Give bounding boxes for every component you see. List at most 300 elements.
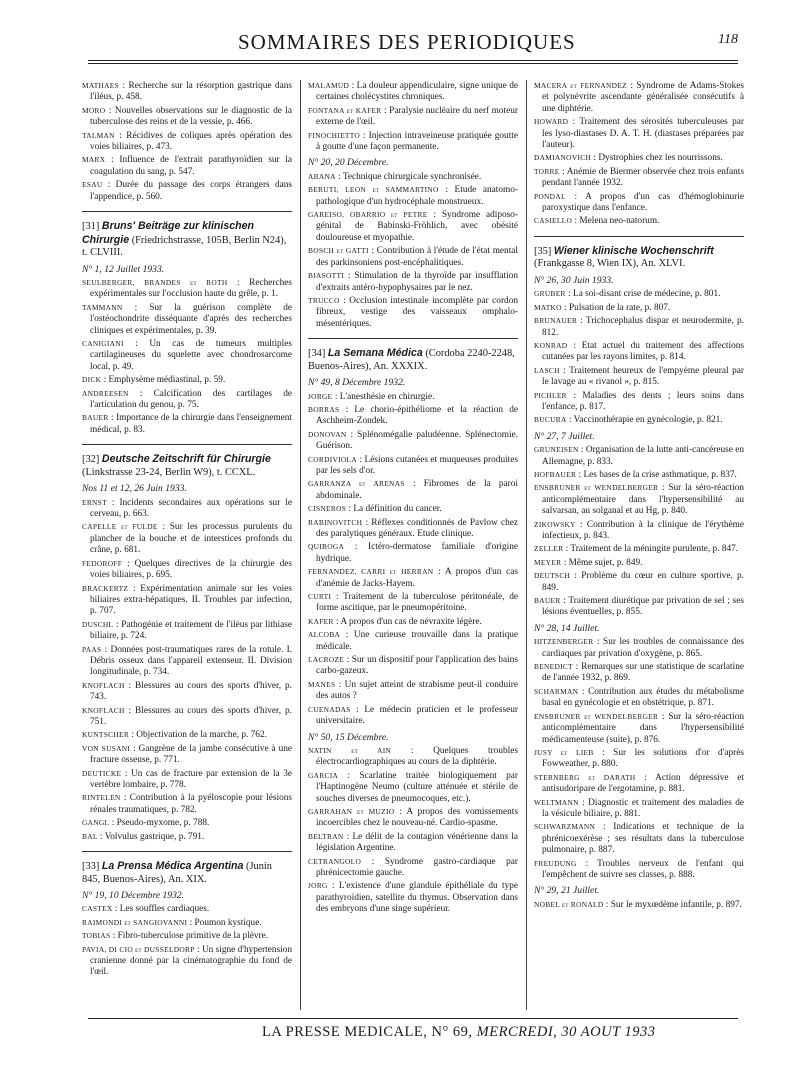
journal-details: (Friedrichstrasse, 105B, Berlin N24), t. CLVIII. [82, 234, 287, 259]
article-author: GARRANZA et ARENAS [308, 479, 405, 489]
article-entry [534, 482, 744, 517]
column-divider [526, 80, 527, 1010]
article-author: BAUER [534, 596, 561, 606]
article-author: TAMMANN [82, 302, 123, 312]
article-entry [308, 295, 518, 330]
article-title: : Un sujet atteint de strabisme peut-il conduire des autos ? [316, 679, 518, 702]
article-entry [534, 636, 744, 660]
article-entry [82, 497, 292, 521]
article-entry [82, 903, 292, 915]
article-entry [308, 105, 518, 129]
article-entry [308, 429, 518, 453]
article-title: : Syndrome gastro-cardiaque par phrénicectomie gauche. [316, 856, 518, 878]
journal-number: [33] [82, 861, 102, 873]
article-author: PICHLER [534, 390, 567, 400]
article-title: : Sur le myxœdème infantile, p. 897. [603, 899, 742, 910]
article-entry [308, 856, 518, 880]
article-title: : Une curieuse trouvaille dans la pratique médicale. [316, 630, 518, 652]
article-entry [534, 315, 744, 339]
article-entry [308, 616, 518, 628]
article-author: SCHARMAN [534, 686, 579, 696]
article-entry [82, 644, 292, 679]
article-author: JORGE [308, 391, 333, 401]
article-author: BENEDICT [534, 662, 573, 672]
section-divider [82, 211, 292, 212]
article-title: : Troubles nerveux de l'enfant qui l'empêchent de suivre ses classes, p. 888. [542, 858, 744, 880]
article-author: JUSY et LIEB [534, 747, 594, 757]
article-title: : Fibro-tuberculose primitive de la plèvre. [110, 931, 269, 942]
article-entry [534, 116, 744, 151]
article-entry [82, 768, 292, 792]
journal-number: [35] [534, 245, 554, 257]
article-entry [82, 558, 292, 582]
article-entry [534, 858, 744, 882]
article-author: RABINOVITCH [308, 517, 363, 527]
article-entry [308, 270, 518, 294]
article-title: : Traitement diurétique par privation de sel ; ses lésions éventuelles, p. 855. [542, 596, 744, 618]
article-entry [82, 179, 292, 203]
article-title: : Les souffles cardiaques. [112, 904, 210, 915]
article-author: BERUTI, LEON et SAMMARTINO [308, 185, 439, 195]
column-1 [82, 80, 292, 1020]
article-title: : A propos d'un cas de névraxite légère. [333, 616, 482, 627]
issue-heading: N° 29, 21 Juillet. [534, 885, 600, 897]
article-title: : Splénomégalie paludéenne. Splénectomie. Guérison. [316, 429, 518, 452]
article-title: : Technique chirurgicale synchronisée. [335, 171, 482, 182]
article-entry [534, 444, 744, 468]
column-divider [300, 80, 301, 1010]
article-entry [308, 171, 518, 183]
article-author: CORDIVIOLA [308, 454, 357, 464]
article-entry [82, 130, 292, 154]
article-author: JORG [308, 881, 328, 891]
article-author: KUNTSCHER [82, 730, 130, 740]
article-author: QUIROGA [308, 542, 345, 552]
article-entry [82, 302, 292, 337]
article-title: : A propos des vomissements incoercibles chez le nouveau-né. Cardio-spasme. [316, 806, 518, 829]
article-author: ANDREESEN [82, 388, 129, 398]
article-entry [534, 80, 744, 115]
article-title: : Réflexes conditionnés de Pavlow chez des paralytiques généraux. Etude clinique. [316, 517, 518, 539]
article-title: : Le délit de la contagion vénérienne dans la législation Argentine. [316, 831, 518, 854]
article-title: : Stimulation de la thyroïde par insufflation d'extraits antéro-hypophysaires par le nez. [316, 271, 518, 293]
article-entry [308, 704, 518, 728]
article-author: NATIN et AIN [308, 745, 392, 755]
article-author: PAAS [82, 644, 102, 654]
article-entry [308, 454, 518, 478]
article-title: : Les bases de la crise asthmatique, p. 837. [576, 469, 737, 480]
article-entry [308, 541, 518, 565]
journal-title: Bruns' Beiträge zur klinischen Chirurgie [82, 220, 254, 246]
article-title: : Durée du passage des corps étrangers dans l'appendice, p. 560. [90, 180, 292, 202]
article-author: FONTANA et KAFER [308, 105, 382, 115]
article-title: : Scarlatine traitée biologiquement par l'Haptinogène Neumo (culture atténuée et stérile de souches diverses de pneumocoques, etc.). [316, 770, 518, 804]
article-entry [308, 806, 518, 830]
article-author: DUSCHL [82, 619, 114, 629]
article-author: ENSBRUNER et WENDELBERGER [534, 483, 659, 493]
article-author: ESAU [82, 180, 103, 190]
article-entry [82, 705, 292, 729]
article-author: HOFBAUER [534, 469, 577, 479]
article-author: FINOCHIETTO [308, 130, 361, 140]
article-author: DONOVAN [308, 429, 347, 439]
article-title: : Quelques troubles électrocardiographiques au cours de la diphtérie. [316, 745, 518, 768]
article-entry [82, 917, 292, 929]
article-entry [308, 566, 518, 590]
article-title: : Contribution à la pyéloscopie pour lésions rénales traumatiques, p. 782. [90, 793, 292, 815]
article-author: PONDAL [534, 191, 566, 201]
article-entry [82, 743, 292, 767]
article-author: SEULBERGER, BRANDES et ROTH [82, 277, 228, 287]
article-title: : Traitement heureux de l'empyème pleural par le lavage au « rivanol », p. 815. [542, 365, 744, 388]
article-entry [82, 374, 292, 386]
article-entry [82, 412, 292, 436]
section-divider [82, 444, 292, 445]
article-title: : Traitement de la méningite purulente, p. 847. [563, 544, 739, 555]
article-author: DEUTICKE [82, 768, 122, 778]
article-author: GAREISO, OBARRIO et PETRE [308, 210, 428, 220]
article-author: ZELLER [534, 544, 564, 554]
article-author: NOBEL et RONALD [534, 899, 604, 909]
issue-heading: N° 27, 7 Juillet. [534, 430, 595, 442]
article-title: : Incidents secondaires aux opérations sur le cerveau, p. 663. [90, 497, 292, 520]
article-author: MARX [82, 155, 106, 165]
page-number: 118 [718, 32, 738, 47]
article-entry [82, 619, 292, 643]
article-author: BOSCH et GATTI [308, 246, 369, 256]
article-author: GANGL [82, 818, 110, 828]
article-entry [308, 831, 518, 855]
article-title: : Traitement de la tuberculose péritonéale, de forme ascitique, par le pneumopéritoine. [316, 592, 518, 614]
article-entry [308, 654, 518, 678]
article-author: TALMAN [82, 130, 115, 140]
journal-heading [82, 453, 292, 479]
article-entry [534, 821, 744, 856]
article-title: : Influence de l'extrait parathyroïdien sur la coagulation du sang, p. 547. [90, 155, 292, 177]
article-entry [308, 245, 518, 269]
article-title: : La soi-disant crise de médecine, p. 801. [565, 289, 721, 300]
article-title: : Melena neo-natorum. [572, 216, 660, 227]
article-entry [534, 711, 744, 746]
article-author: CUENADAS [308, 704, 351, 714]
journal-heading [82, 220, 292, 260]
article-title: : Un cas de tumeurs multiples cartilagineuses du squelette avec chondrosarcome local, p. 49. [90, 339, 292, 372]
article-title: : Récidives de coliques après opération des voies biliaires, p. 473. [90, 130, 292, 153]
article-entry [534, 686, 744, 710]
article-title: : Un signe d'hypertension cranienne donné par la cinématographie du fond de l'œil. [90, 944, 292, 978]
article-entry [82, 944, 292, 979]
article-author: BORRAS [308, 404, 340, 414]
article-title: : Syndrome de Adams-Stokes et polynévrite ascendante généralisée consécutifs à une diphtérie. [542, 81, 744, 114]
article-title: : Pulsation de la rate, p. 807. [561, 302, 671, 313]
article-entry [534, 288, 744, 300]
article-author: BIASOTTI [308, 271, 345, 281]
article-entry [308, 629, 518, 653]
article-author: CISNEROS [308, 504, 347, 514]
article-entry [82, 792, 292, 816]
issue-heading: N° 28, 14 Juillet. [534, 622, 600, 634]
article-entry [308, 404, 518, 428]
article-entry [82, 80, 292, 104]
article-entry [534, 543, 744, 555]
article-author: MACERA et FERNANDEZ [534, 81, 627, 90]
article-author: BAUER [82, 413, 109, 423]
section-divider [82, 851, 292, 852]
article-title: : Ictéro-dermatose familiale d'origine hydrique. [316, 542, 518, 564]
footer-journal: LA PRESSE MEDICALE, N° 69, [262, 1024, 477, 1040]
article-entry [308, 517, 518, 541]
article-title: : Gangrène de la jambe consécutive à une fracture osseuse, p. 771. [90, 743, 292, 766]
journal-details: (Frankgasse 8, Wien IX), An. XLVI. [534, 258, 686, 270]
article-title: : Pseudo-myxome, p. 788. [109, 818, 210, 829]
article-entry [534, 215, 744, 227]
article-entry [308, 770, 518, 805]
article-author: GARRAHAN et MUZIO [308, 806, 395, 816]
article-entry [308, 130, 518, 154]
journal-heading [82, 860, 292, 886]
article-entry [308, 184, 518, 208]
article-entry [308, 391, 518, 403]
issue-heading: N° 20, 20 Décembre. [308, 157, 389, 169]
article-author: KAFER [308, 616, 334, 626]
article-author: DEUTSCH [534, 571, 571, 581]
article-entry [82, 930, 292, 942]
article-title: : Sur la séro-réaction anticomplémentaire dans l'hypersensibilité au salvarsan, au solganal et au Hg, p. 840. [542, 483, 744, 517]
article-author: MANES [308, 679, 336, 689]
article-author: SCHWARZMANN [534, 822, 596, 832]
article-title: : Syndrome adiposo-génital de Babinski-Fröhlich, avec obésité douloureuse et myopathie. [316, 210, 518, 243]
journal-title: La Semana Médica [327, 347, 423, 360]
article-title: : Contribution aux études du métabolisme basal en gynécologie et en obstétrique, p. 871. [542, 686, 744, 709]
article-title: : Sur les troubles de connaissance des cardiaques par privation d'oxygène, p. 865. [542, 637, 744, 659]
article-author: BRUNAUER [534, 316, 578, 326]
article-title: : Indications et technique de la phrénicoexérèse ; ses résultats dans la tuberculose pulmonaire, p. 887. [542, 822, 744, 856]
article-author: ENSBRUNER et WENDELBERGER [534, 711, 659, 721]
journal-number: [34] [308, 348, 328, 360]
article-author: GRUNEISEN [534, 445, 579, 455]
article-title: : Sur un dispositif pour l'application des bains carbo-gazeux. [316, 655, 518, 677]
article-entry [534, 191, 744, 215]
page-title: SOMMAIRES DES PERIODIQUES [238, 30, 576, 54]
article-title: : Sur les processus purulents du plancher de la bouche et de interstices profonds du crâne, p. 681. [90, 522, 292, 556]
article-author: VON SUSANI [82, 743, 131, 753]
article-entry [534, 302, 744, 314]
article-author: GRUBER [534, 289, 566, 299]
journal-number: [31] [82, 221, 102, 233]
article-title: : Occlusion intestinale incomplète par cordon fibreux, vestige des vaisseaux omphalo-mésentériques. [316, 295, 518, 329]
article-author: LACROZE [308, 655, 345, 665]
article-title: : Vaccinothérapie en gynécologie, p. 821. [566, 415, 723, 426]
article-author: ERNST [82, 497, 107, 507]
footer-date: MERCREDI, 30 AOUT 1933 [476, 1024, 656, 1040]
article-entry [308, 80, 518, 104]
article-entry [308, 503, 518, 515]
journal-title: La Prensa Médica Argentina [101, 860, 244, 873]
article-entry [82, 338, 292, 373]
article-title: : Le médecin praticien et le professeur universitaire. [316, 704, 518, 727]
section-divider [534, 236, 744, 237]
article-author: ALCOBA [308, 630, 341, 640]
article-title: : Maladies des dents ; leurs soins dans l'enfance, p. 817. [542, 390, 744, 412]
article-author: MEYER [534, 557, 562, 567]
article-entry [82, 831, 292, 843]
article-title: : Expérimentation animale sur les voies biliaires extra-hépatiques. II. Troubles par infection, p. 707. [90, 583, 292, 617]
article-entry [308, 478, 518, 502]
article-title: : Poumon kystique. [187, 917, 262, 928]
article-author: BRACKERTZ [82, 583, 129, 593]
article-title: : Organisation de la lutte anti-cancéreuse en Allemagne, p. 833. [542, 445, 744, 467]
article-entry [308, 209, 518, 244]
article-author: CASIELLO [534, 216, 573, 226]
article-title: : Diagnostic et traitement des maladies de la vésicule biliaire, p. 881. [542, 797, 744, 819]
article-entry [308, 679, 518, 703]
issue-heading: Nos 11 et 12, 26 Juin 1933. [82, 483, 187, 495]
issue-heading: N° 49, 8 Décembre 1932. [308, 377, 406, 389]
article-author: CANIGIANI [82, 339, 124, 348]
article-entry [308, 591, 518, 615]
article-entry [82, 729, 292, 741]
article-author: HITZENBERGER [534, 637, 594, 647]
article-title: : Blessures au cours des sports d'hiver, p. 743. [90, 680, 292, 703]
article-title: : Emphysème médiastinal, p. 59. [101, 375, 226, 386]
article-author: DAMIANOVICH [534, 153, 592, 163]
article-author: CASTEX [82, 904, 113, 914]
article-title: : Recherche sur la résorption gastrique dans l'iléus, p. 458. [90, 81, 292, 103]
article-entry [82, 277, 292, 301]
article-author: FERNANDEZ, CARRI et HERRAN [308, 567, 434, 577]
article-author: CETRANGOLO [308, 856, 362, 866]
article-title: : La douleur appendiculaire, signe unique de certaines cholécystites chroniques. [316, 81, 518, 103]
issue-heading: N° 26, 30 Juin 1933. [534, 274, 614, 286]
article-author: TOBIAS [82, 931, 111, 941]
journal-heading [534, 245, 744, 271]
article-author: PAVIA, DI CIO et DUSSELDORP [82, 944, 195, 954]
article-author: RAIMONDI et SANGIOVANNI [82, 917, 188, 927]
journal-title: Wiener klinische Wochenschrift [553, 244, 714, 257]
article-entry [82, 521, 292, 556]
article-entry [534, 340, 744, 364]
article-author: STERNBERG et DARATH [534, 772, 636, 782]
article-entry [534, 152, 744, 164]
page-footer [262, 1024, 656, 1041]
article-title: : Traitement des sérosités tuberculeuses par les lyso-diastases D. A. T. H. (diastases préparées par l'auteur). [542, 117, 744, 151]
article-title: : Pathogénie et traitement de l'iléus par lithiase biliaire, p. 724. [90, 619, 292, 642]
article-entry [534, 772, 744, 796]
issue-heading: N° 19, 10 Décembre 1932. [82, 890, 185, 902]
article-title: : Sur la guérison complète de l'ostéochondrite disséquante d'après des recherches cliniques et expérimentales, p. 39. [90, 302, 292, 336]
article-title: : Sur les solutions d'or d'après Fowweather, p. 880. [542, 747, 744, 770]
article-entry [534, 595, 744, 619]
journal-title: Deutsche Zeitschrift für Chirurgie [101, 453, 271, 466]
article-title: : Remarques sur une statistique de scarlatine de l'année 1932, p. 869. [542, 662, 744, 684]
journal-heading [308, 347, 518, 373]
article-author: WELTMANN [534, 797, 579, 807]
article-title: : Quelques directives de la chirurgie des voies biliaires, p. 695. [90, 558, 292, 581]
article-title: : Données post-traumatiques rares de la rotule. I. Débris osseux dans l'appareil extenseur. II. Division longitudinale, p. 734. [90, 644, 292, 678]
article-title: : Blessures au cours des sports d'hiver, p. 751. [90, 705, 292, 727]
article-author: TORRE [534, 166, 560, 176]
article-title: : Action dépressive et antisudoripare de l'ergotamine, p. 881. [542, 772, 744, 795]
article-author: KNOFLACH [82, 680, 125, 690]
article-entry [534, 365, 744, 389]
article-author: HOWARD [534, 117, 569, 127]
article-author: FREUDUNG [534, 858, 577, 868]
journal-details: (Cordoba 2240-2248, Buenos-Aires), An. XXXIX. [308, 348, 515, 372]
article-title: : Recherches expérimentales sur l'occlusion haute du grêle, p. 1. [90, 277, 292, 300]
article-author: KONRAD [534, 340, 568, 350]
article-author: LASCH [534, 365, 560, 375]
article-author: MATKO [534, 302, 562, 312]
article-title: : Trichocephalus dispar et neurodermite, p. 812. [542, 316, 744, 338]
article-entry [534, 899, 744, 911]
article-title: : Contribution à l'étude de l'état mental des parkinsoniens post-encéphalitiques. [316, 246, 518, 268]
journal-details: (Junin 845, Buenos-Aires), An. XIX. [82, 861, 272, 885]
article-title: : Problème du cœur en culture sportive, p. 849. [542, 571, 744, 593]
article-entry [534, 519, 744, 543]
article-title: : Dystrophies chez les nourrissons. [591, 153, 723, 164]
article-author: MORO [82, 105, 106, 115]
article-author: CAPELLE et FULDE [82, 522, 158, 532]
journal-number: [32] [82, 454, 102, 466]
article-title: : Lésions cutanées et muqueuses produites par les sels d'or. [316, 454, 518, 476]
footer-rule [88, 1018, 738, 1019]
article-author: DICK [82, 375, 102, 385]
article-title: : Objectivation de la marche, p. 762. [129, 730, 267, 741]
article-entry [534, 414, 744, 426]
article-entry [82, 154, 292, 178]
article-title: : Le chorio-épithéliome et la réaction de Aschheim-Zondek. [316, 404, 518, 427]
journal-details: (Linkstrasse 23-24, Berlin W9), t. CCXL. [82, 466, 256, 478]
article-entry [534, 166, 744, 190]
article-title: : Contribution à la clinique de l'érythème infectieux, p. 843. [542, 519, 744, 541]
article-author: ABANA [308, 171, 336, 181]
article-author: BUCURA [534, 415, 567, 425]
article-title: : Etude anatomo-pathologique d'un hydrocéphale monstrueux. [316, 185, 518, 207]
article-entry [308, 880, 518, 915]
article-entry [82, 388, 292, 412]
column-2 [308, 80, 518, 1020]
article-entry [82, 817, 292, 829]
article-title: : L'existence d'une glandule épithéliale du type parathyroïdien, satellite du thymus. Observation dans des embryons d'une singe supérieur. [316, 881, 518, 915]
article-entry [534, 469, 744, 481]
article-title: : La définition du cancer. [346, 504, 442, 515]
article-author: MATHAES [82, 81, 120, 90]
article-entry [534, 390, 744, 414]
article-title: : Fibromes de la paroi abdominale. [316, 479, 518, 501]
article-author: BELTRAN [308, 831, 344, 841]
article-entry [534, 557, 744, 569]
article-author: CURTI [308, 592, 332, 602]
article-entry [534, 797, 744, 821]
article-entry [308, 745, 518, 769]
article-author: MALAMUD [308, 81, 350, 90]
article-entry [534, 661, 744, 685]
article-title: : Sur la séro-réaction anticomplémentaire dans l'hypersensibilité médicamenteuse (suite), p. 876. [542, 711, 744, 745]
article-author: TRUCCO [308, 295, 340, 305]
article-title: : Calcification des cartilages de l'articulation du genou, p. 75. [90, 388, 292, 411]
article-title: : Volvulus gastrique, p. 791. [97, 831, 205, 842]
article-entry [534, 570, 744, 594]
article-title: : A propos d'un cas d'anémie de Jacks-Hayem. [316, 567, 518, 589]
column-3 [534, 80, 744, 1020]
article-author: GARCIA [308, 770, 339, 780]
article-title: : Anémie de Biermer observée chez trois enfants pendant l'année 1932. [542, 166, 744, 189]
issue-heading: N° 50, 15 Décembre. [308, 731, 389, 743]
article-title: : A propos d'un cas d'hémoglobinurie paroxystique dans l'enfance. [542, 191, 744, 214]
article-entry [82, 680, 292, 704]
article-entry [534, 747, 744, 771]
article-title: : Nouvelles observations sur le diagnostic de la tuberculose des reins et de la vessie, p. 466. [90, 105, 292, 128]
